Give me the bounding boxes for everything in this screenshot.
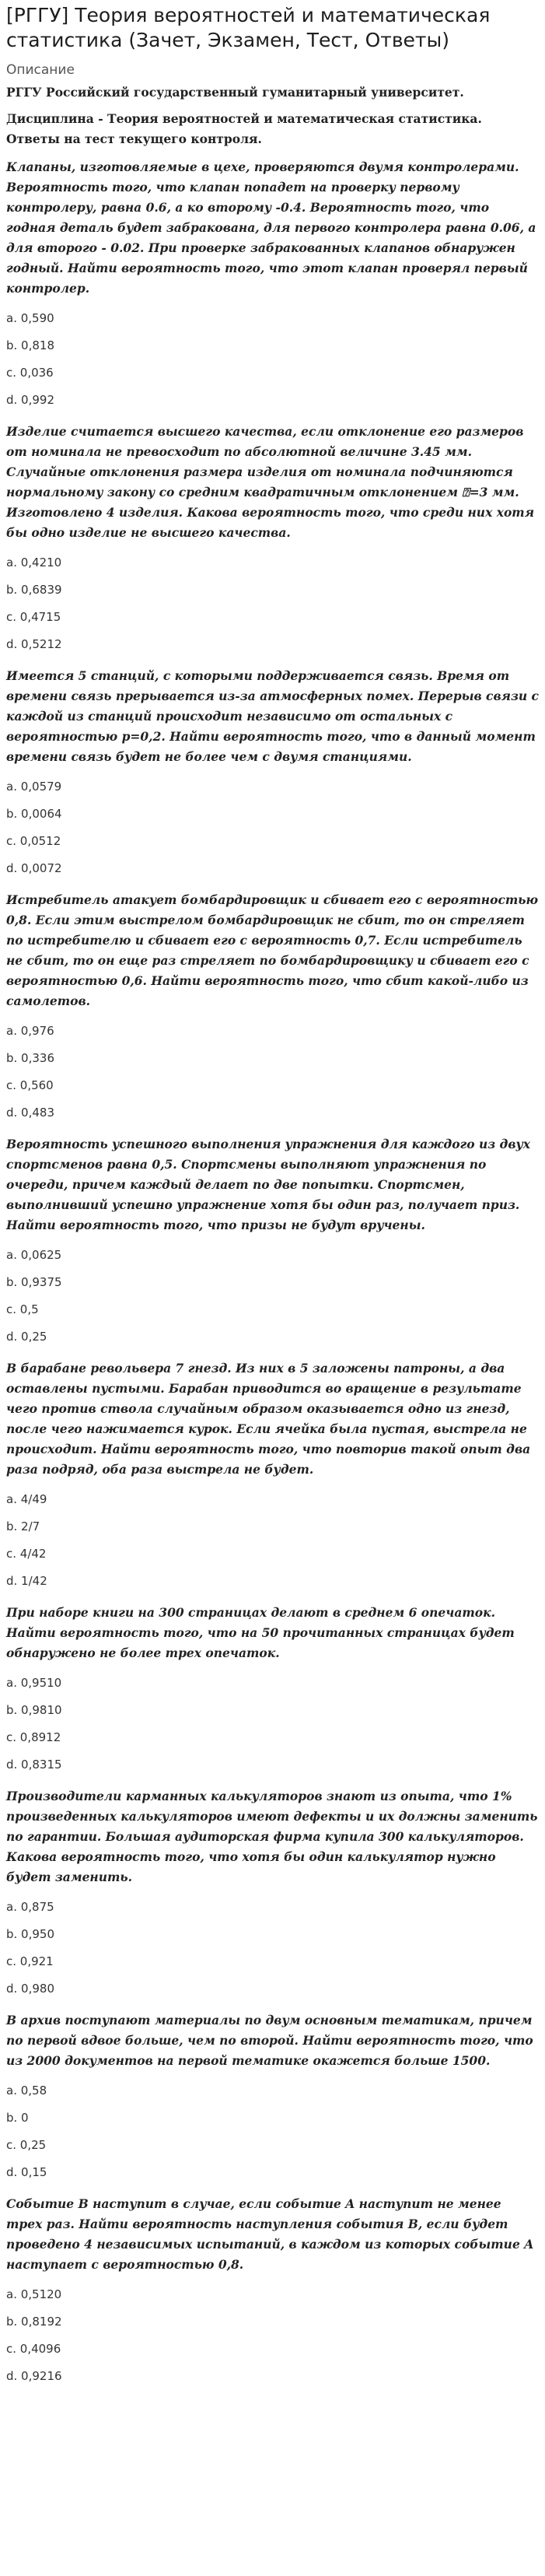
- answer-option: a. 0,875: [6, 1900, 54, 1914]
- question-block: [6, 422, 539, 658]
- question-text: Событие B наступит в случае, если событие A наступит не менее трех раз. Найти вероятность наступления события B, если будет проведено 4 независимых испытаний, в каждом из которых событие A наступает с вероятностью 0,8.: [6, 2196, 534, 2272]
- page-title: [РГГУ] Теория вероятностей и математическая статистика (Зачет, Экзамен, Тест, Ответы): [6, 4, 491, 51]
- answer-option: a. 0,9510: [6, 1676, 62, 1690]
- answer-options: [6, 1894, 539, 2003]
- answer-option: c. 0,0512: [6, 834, 61, 848]
- answer-option: c. 0,25: [6, 2138, 47, 2152]
- question-block: [6, 1358, 539, 1595]
- answer-option: d. 0,9216: [6, 2369, 62, 2383]
- answer-option: a. 0,0625: [6, 1248, 62, 1262]
- answer-options: [6, 1018, 539, 1127]
- answer-option: c. 0,921: [6, 1954, 54, 1968]
- answer-option: b. 0,950: [6, 1927, 54, 1941]
- answer-option: d. 0,25: [6, 1330, 47, 1344]
- answer-option: b. 0,0064: [6, 807, 62, 821]
- answer-options: [6, 1670, 539, 1779]
- answer-option: b. 2/7: [6, 1519, 40, 1533]
- university-line: РГГУ Российский государственный гуманитарный университет.: [6, 85, 464, 100]
- answer-option: a. 0,0579: [6, 780, 62, 794]
- questions-list: [6, 157, 539, 2390]
- answer-options: [6, 305, 539, 414]
- answer-options: [6, 2281, 539, 2390]
- question-text: В барабане револьвера 7 гнезд. Из них в 5 заложены патроны, а два оставлены пустыми. Барабан приводится во вращение в результате чего против ствола случайным образом оказывается одно из гнезд, после чего нажимается курок. Если ячейка была пустая, выстрела не происходит. Найти вероятность того, что повторив такой опыт два раза подряд, оба раза выстрела не будет.: [6, 1361, 531, 1477]
- discipline-line: Дисциплина - Теория вероятностей и математическая статистика. Ответы на тест текущего контроля.: [6, 111, 482, 146]
- question-text: Изделие считается высшего качества, если отклонение его размеров от номинала не превосходит по абсолютной величине 3.45 мм. Случайные отклонения размера изделия от номинала подчиняются нормальному закону со средним квадратичным отклонением ⍰=3 мм. Изготовлено 4 изделия. Какова вероятность того, что среди них хотя бы одно изделие не высшего качества.: [6, 424, 535, 540]
- question-text: Вероятность успешного выполнения упражнения для каждого из двух спортсменов равна 0,5. Спортсмены выполняют упражнения по очереди, причем каждый делает по две попытки. Спортсмен, выполнивший успешно упражнение хотя бы один раз, получает приз. Найти вероятность того, что призы не будут вручены.: [6, 1137, 531, 1232]
- question-block: [6, 666, 539, 882]
- answer-option: d. 0,980: [6, 1982, 54, 1996]
- answer-option: c. 0,4715: [6, 610, 61, 624]
- answer-option: c. 0,8912: [6, 1730, 61, 1744]
- answer-option: d. 0,0072: [6, 861, 62, 875]
- answer-option: c. 4/42: [6, 1547, 47, 1561]
- answer-option: c. 0,036: [6, 366, 54, 380]
- answer-option: c. 0,560: [6, 1078, 54, 1092]
- answer-option: d. 0,5212: [6, 637, 62, 651]
- answer-option: c. 0,4096: [6, 2342, 61, 2356]
- answer-option: a. 0,58: [6, 2084, 47, 2098]
- answer-option: b. 0,9375: [6, 1275, 62, 1289]
- question-block: [6, 157, 539, 414]
- question-block: [6, 2010, 539, 2186]
- question-block: [6, 2194, 539, 2390]
- question-text: В архив поступают материалы по двум основным тематикам, причем по первой вдвое больше, чем по второй. Найти вероятность того, что из 2000 документов на первой тематике окажется больше 1500.: [6, 2013, 533, 2068]
- description-label: Описание: [6, 62, 75, 78]
- answer-options: [6, 2077, 539, 2186]
- answer-option: b. 0,8192: [6, 2315, 62, 2329]
- answer-option: b. 0: [6, 2111, 29, 2125]
- answer-options: [6, 773, 539, 882]
- question-block: [6, 1786, 539, 2003]
- question-text: Имеется 5 станций, с которыми поддерживается связь. Время от времени связь прерывается из-за атмосферных помех. Перерыв связи с каждой из станций происходит независимо от остальных с вероятностью р=0,2. Найти вероятность того, что в данный момент времени связь будет не более чем с двумя станциями.: [6, 668, 539, 764]
- question-text: Истребитель атакует бомбардировщик и сбивает его с вероятностью 0,8. Если этим выстрелом бомбардировщик не сбит, то он стреляет по истребителю и сбивает его с вероятность 0,7. Если истребитель не сбит, то он еще раз стреляет по бомбардировщику и сбивает его с вероятностью 0,6. Найти вероятность того, что сбит какой-либо из самолетов.: [6, 892, 539, 1008]
- question-text: Производители карманных калькуляторов знают из опыта, что 1% произведенных калькуляторов имеют дефекты и их должны заменить по гарантии. Большая аудиторская фирма купила 300 калькуляторов. Какова вероятность того, что хотя бы один калькулятор нужно будет заменить.: [6, 1789, 538, 1884]
- answer-option: d. 0,483: [6, 1106, 54, 1120]
- meta-block: [6, 82, 539, 149]
- answer-option: b. 0,6839: [6, 583, 62, 597]
- answer-option: d. 0,15: [6, 2165, 47, 2179]
- answer-option: a. 0,976: [6, 1024, 54, 1038]
- answer-option: d. 1/42: [6, 1574, 47, 1588]
- question-block: [6, 1603, 539, 1779]
- question-text: При наборе книги на 300 страницах делают в среднем 6 опечаток. Найти вероятность того, что на 50 прочитанных страницах будет обнаружено не более трех опечаток.: [6, 1605, 515, 1660]
- answer-option: a. 4/49: [6, 1492, 47, 1506]
- answer-options: [6, 1242, 539, 1351]
- answer-option: c. 0,5: [6, 1302, 39, 1316]
- question-text: Клапаны, изготовляемые в цехе, проверяются двумя контролерами. Вероятность того, что клапан попадет на проверку первому контролеру, равна 0.6, а ко второму -0.4. Вероятность того, что годная деталь будет забракована, для первого контролера равна 0.06, а для второго - 0.02. При проверке забракованных клапанов обнаружен годный. Найти вероятность того, что этот клапан проверял первый контролер.: [6, 159, 536, 296]
- answer-options: [6, 1486, 539, 1595]
- question-block: [6, 890, 539, 1127]
- answer-option: a. 0,5120: [6, 2287, 62, 2301]
- question-block: [6, 1134, 539, 1351]
- answer-options: [6, 549, 539, 658]
- answer-option: a. 0,4210: [6, 556, 62, 570]
- answer-option: b. 0,9810: [6, 1703, 62, 1717]
- answer-option: a. 0,590: [6, 311, 54, 325]
- answer-option: b. 0,818: [6, 338, 54, 352]
- answer-option: d. 0,992: [6, 393, 54, 407]
- answer-option: d. 0,8315: [6, 1758, 62, 1772]
- answer-option: b. 0,336: [6, 1051, 54, 1065]
